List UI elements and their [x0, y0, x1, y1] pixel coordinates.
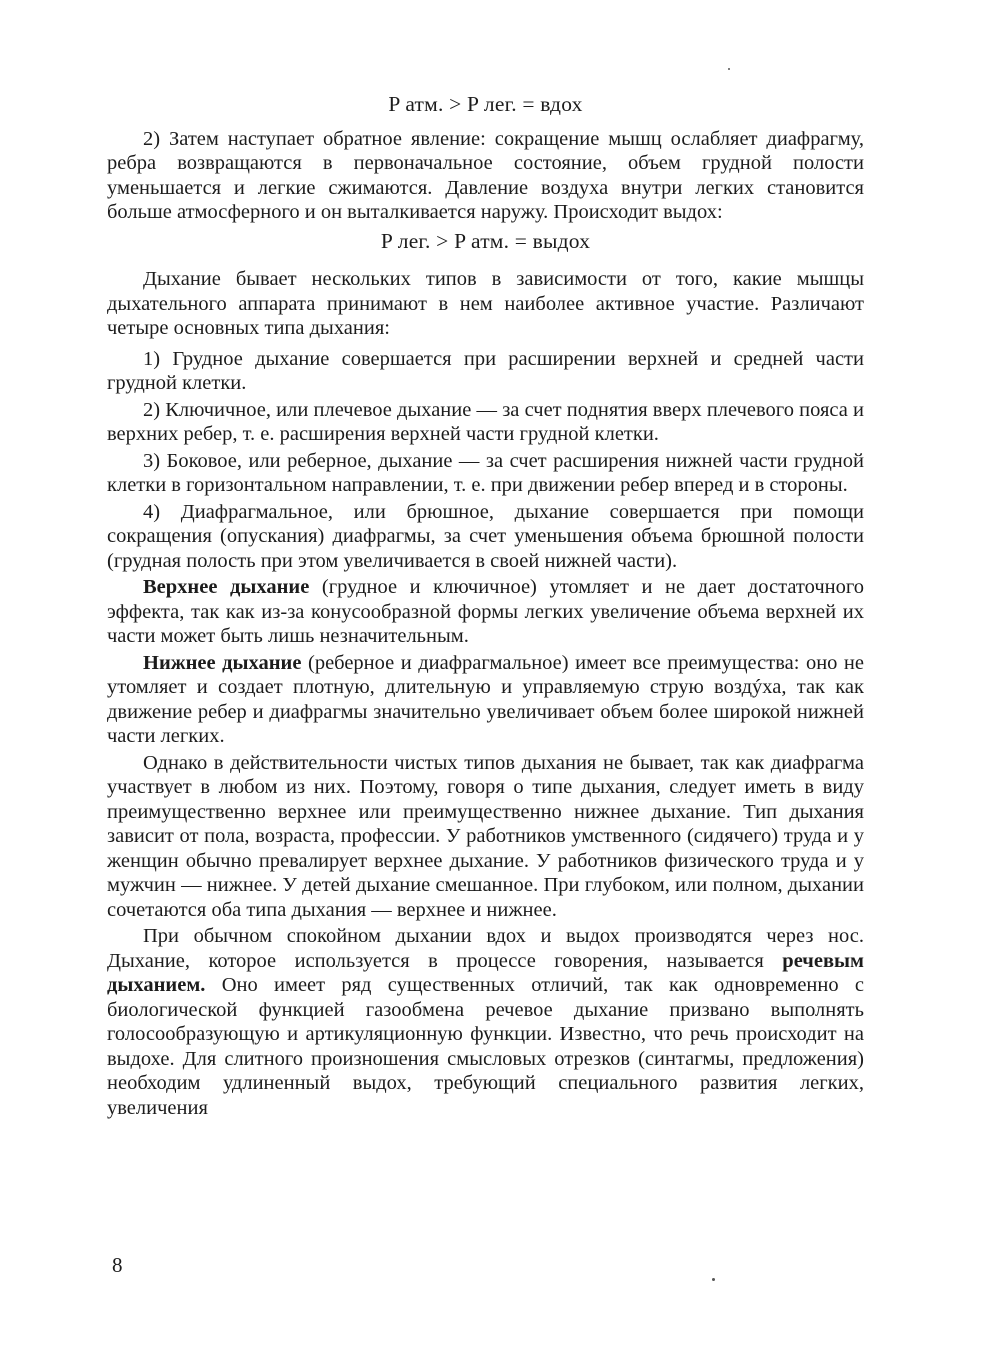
paragraph-speech-breathing [107, 924, 864, 1120]
page-body [107, 92, 864, 1122]
term-speech-breathing: речевым дыханием. [107, 949, 864, 996]
formula-exhale: P лег. > P атм. = выдох [380, 228, 591, 253]
page-number: 8 [112, 1253, 123, 1277]
paragraph-upper-breathing [107, 575, 864, 649]
term-upper-breathing: Верхнее дыхание [143, 576, 310, 598]
print-speck [712, 1278, 715, 1281]
breathing-type-chest: 1) Грудное дыхание совершается при расширении верхней и средней части грудной клетки. [107, 347, 864, 394]
speech-text-before: При обычном спокойном дыхании вдох и выдох производятся через нос. Дыхание, которое используется в процессе говорения, называется [107, 925, 864, 972]
formula-inhale: P атм. > P лег. = вдох [388, 92, 583, 116]
breathing-type-clavicular: 2) Ключичное, или плечевое дыхание — за счет поднятия вверх плечевого пояса и верхних ребер, т. е. расширения верхней части грудной клетки. [107, 398, 864, 445]
breathing-type-costal: 3) Боковое, или реберное, дыхание — за счет расширения нижней части грудной клетки в горизонтальном направлении, т. е. при движении ребер вперед и в стороны. [107, 449, 864, 496]
paragraph-mixed-types: Однако в действительности чистых типов дыхания не бывает, так как диафрагма участвует в любом из них. Поэтому, говоря о типе дыхания, следует иметь в виду преимущественно верхнее или преимущественно нижнее дыхание. Тип дыхания зависит от пола, возраста, профессии. У работников умственного (сидячего) труда и у женщин обычно превалирует верхнее дыхание. У работников физического труда и у мужчин — нижнее. У детей дыхание смешанное. При глубоком, или полном, дыхании сочетаются оба типа дыхания — верхнее и нижнее. [107, 751, 864, 921]
breathing-type-diaphragmatic: 4) Диафрагмальное, или брюшное, дыхание совершается при помощи сокращения (опускания) диафрагмы, за счет уменьшения объема брюшной полости (грудная полость при этом увеличивается в своей нижней части). [107, 500, 864, 572]
speech-text-after: Оно имеет ряд существенных отличий, так как одновременно с биологической функцией газообмена речевое дыхание призвано выполнять голосообразующую и артикуляционную функции. Известно, что речь происходит на выдохе. Для слитного произношения смысловых отрезков (синтагмы, предложения) необходим удлиненный выдох, требующий специального развития легких, увеличения [107, 974, 864, 1119]
print-speck [728, 68, 730, 70]
lower-breathing-text: (реберное и диафрагмальное) имеет все преимущества: оно не утомляет и создает плотную, длительную и управляемую струю воздýха, так как движение ребер и диафрагмы значительно увеличивает объем более широкой нижней части легких. [107, 651, 864, 747]
paragraph-types-intro: Дыхание бывает нескольких типов в зависимости от того, какие мышцы дыхательного аппарата принимают в нем наиболее активное участие. Различают четыре основных типа дыхания: [107, 268, 864, 339]
upper-breathing-text: (грудное и ключичное) утомляет и не дает достаточного эффекта, так как из-за конусообразной формы легких увеличение объема верхней их части может быть лишь незначительным. [107, 576, 864, 647]
paragraph-lower-breathing [107, 651, 864, 749]
term-lower-breathing: Нижнее дыхание [143, 651, 302, 674]
paragraph-exhale: 2) Затем наступает обратное явление: сокращение мышц ослабляет диафрагму, ребра возвращаются в первоначальное состояние, объем грудной полости уменьшается и легкие сжимаются. Давление воздуха внутри легких становится больше атмосферного и он выталкивается наружу. Происходит выдох: [107, 127, 864, 223]
